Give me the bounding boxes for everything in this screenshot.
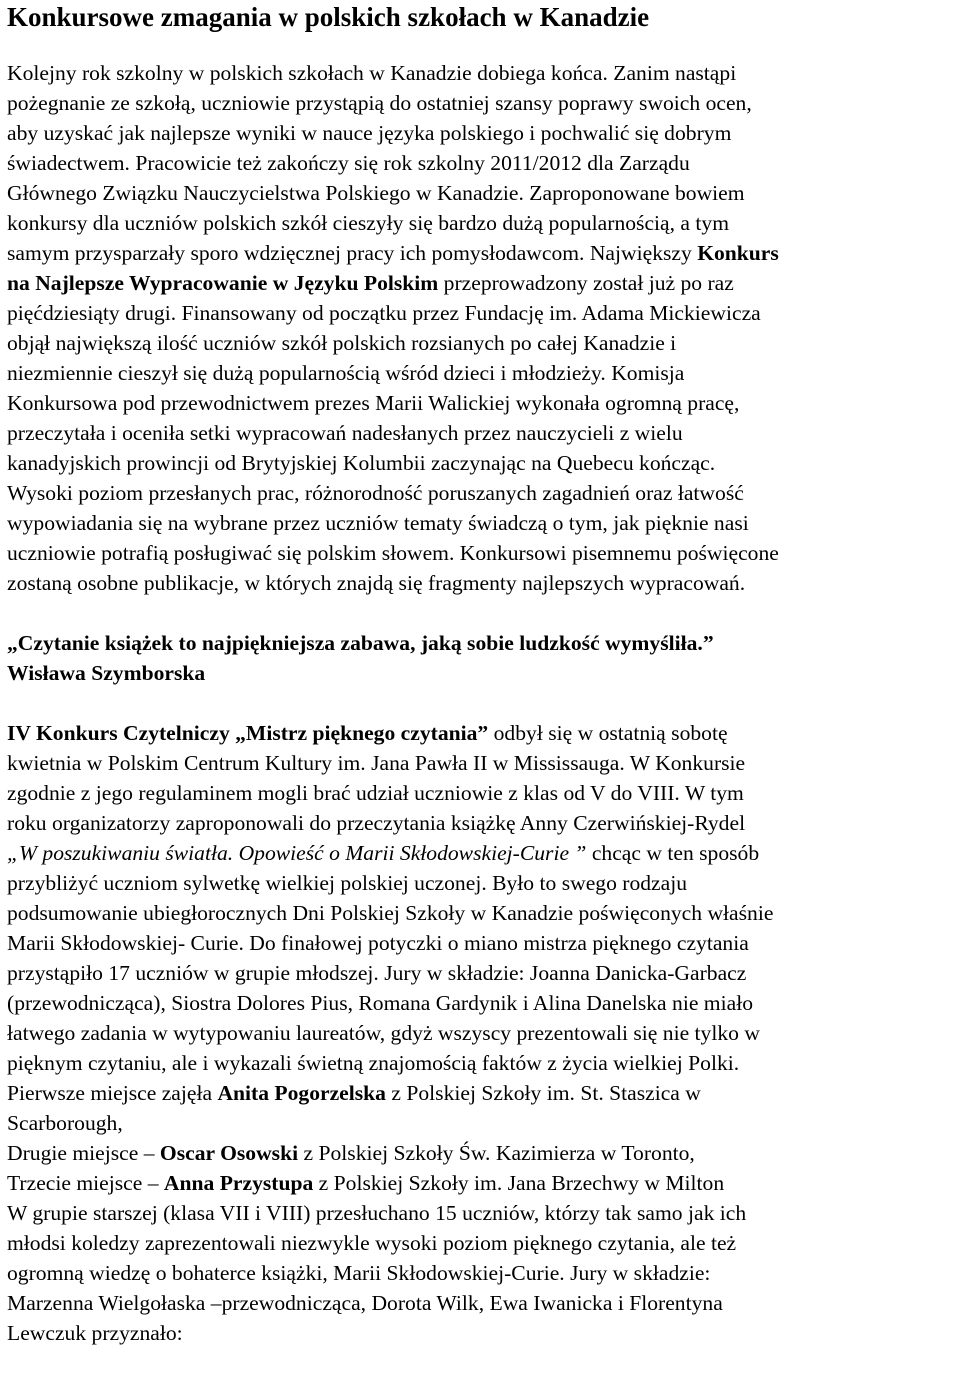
text-run: chcąc w ten sposób bbox=[586, 841, 760, 865]
text-run: pięknym czytaniu, ale i wykazali świetną znajomością faktów z życia wielkiej Polki. bbox=[7, 1051, 740, 1075]
bold-run: Anna Przystupa bbox=[163, 1171, 314, 1195]
text-line bbox=[7, 1258, 956, 1288]
text-run: przystąpiło 17 uczniów w grupie młodszej. Jury w składzie: Joanna Danicka-Garbacz bbox=[7, 961, 747, 985]
contest-paragraph bbox=[7, 718, 956, 1348]
text-run: roku organizatorzy zaproponowali do przeczytania książkę Anny Czerwińskiej-Rydel bbox=[7, 811, 746, 835]
bold-run: IV Konkurs Czytelniczy „Mistrz pięknego czytania” bbox=[7, 721, 489, 745]
text-run: objął największą ilość uczniów szkół polskich rozsianych po całej Kanadzie i bbox=[7, 331, 677, 355]
bold-run: Oscar Osowski bbox=[159, 1141, 299, 1165]
text-line bbox=[7, 1078, 956, 1108]
quote-text: „Czytanie książek to najpiękniejsza zabawa, jaką sobie ludzkość wymyśliła.” bbox=[7, 631, 714, 655]
text-line bbox=[7, 778, 956, 808]
text-line bbox=[7, 538, 956, 568]
text-line bbox=[7, 898, 956, 928]
text-run: Kolejny rok szkolny w polskich szkołach w Kanadzie dobiega końca. Zanim nastąpi bbox=[7, 61, 737, 85]
text-run: pięćdziesiąty drugi. Finansowany od początku przez Fundację im. Adama Mickiewicza bbox=[7, 301, 761, 325]
text-run: Lewczuk przyznało: bbox=[7, 1321, 183, 1345]
text-run: Drugie miejsce – bbox=[7, 1141, 160, 1165]
text-run: Wysoki poziom przesłanych prac, różnorodność poruszanych zagadnień oraz łatwość bbox=[7, 481, 744, 505]
text-run: łatwego zadania w wytypowaniu laureatów, gdyż wszyscy prezentowali się nie tylko w bbox=[7, 1021, 760, 1045]
text-line bbox=[7, 988, 956, 1018]
text-run: z Polskiej Szkoły im. Jana Brzechwy w Milton bbox=[313, 1171, 725, 1195]
text-line bbox=[7, 238, 956, 268]
bold-run: Anita Pogorzelska bbox=[217, 1081, 386, 1105]
text-line bbox=[7, 418, 956, 448]
text-line bbox=[7, 1168, 956, 1198]
text-line bbox=[7, 58, 956, 88]
text-line bbox=[7, 148, 956, 178]
text-line bbox=[7, 118, 956, 148]
intro-paragraph bbox=[7, 58, 956, 598]
text-run: kwietnia w Polskim Centrum Kultury im. Jana Pawła II w Mississauga. W Konkursie bbox=[7, 751, 746, 775]
text-run: Trzecie miejsce – bbox=[7, 1171, 164, 1195]
text-run: wypowiadania się na wybrane przez uczniów tematy świadczą o tym, jak pięknie nasi bbox=[7, 511, 749, 535]
text-line bbox=[7, 208, 956, 238]
text-line bbox=[7, 868, 956, 898]
bold-run: Konkurs bbox=[697, 241, 779, 265]
text-line bbox=[7, 478, 956, 508]
text-run: zostaną osobne publikacje, w których znajdą się fragmenty najlepszych wypracowań. bbox=[7, 571, 746, 595]
text-run: przybliżyć uczniom sylwetkę wielkiej polskiej uczonej. Było to swego rodzaju bbox=[7, 871, 688, 895]
quote-author: Wisława Szymborska bbox=[7, 661, 206, 685]
text-run: z Polskiej Szkoły im. St. Staszica w bbox=[385, 1081, 701, 1105]
text-line bbox=[7, 808, 956, 838]
text-line bbox=[7, 328, 956, 358]
article-title: Konkursowe zmagania w polskich szkołach w Kanadzie bbox=[7, 2, 650, 32]
text-run: Marii Skłodowskiej- Curie. Do finałowej potyczki o miano mistrza pięknego czytania bbox=[7, 931, 749, 955]
text-line bbox=[7, 358, 956, 388]
text-run: samym przysparzały sporo wdzięcznej pracy ich pomysłodawcom. Największy bbox=[7, 241, 698, 265]
text-line bbox=[7, 1138, 956, 1168]
text-run: uczniowie potrafią posługiwać się polskim słowem. Konkursowi pisemnemu poświęcone bbox=[7, 541, 779, 565]
text-line bbox=[7, 1228, 956, 1258]
text-run: kanadyjskich prowincji od Brytyjskiej Kolumbii zaczynając na Quebecu kończąc. bbox=[7, 451, 716, 475]
text-run: podsumowanie ubiegłorocznych Dni Polskiej Szkoły w Kanadzie poświęconych właśnie bbox=[7, 901, 774, 925]
text-line bbox=[7, 958, 956, 988]
text-run: przeprowadzony został już po raz bbox=[438, 271, 734, 295]
text-run: odbył się w ostatnią sobotę bbox=[488, 721, 728, 745]
text-run: świadectwem. Pracowicie też zakończy się rok szkolny 2011/2012 dla Zarządu bbox=[7, 151, 690, 175]
text-line bbox=[7, 178, 956, 208]
text-line bbox=[7, 88, 956, 118]
bold-run: na Najlepsze Wypracowanie w Języku Polskim bbox=[7, 271, 439, 295]
text-run: konkursy dla uczniów polskich szkół cieszyły się bardzo dużą popularnością, a tym bbox=[7, 211, 729, 235]
text-run: (przewodnicząca), Siostra Dolores Pius, Romana Gardynik i Alina Danelska nie miało bbox=[7, 991, 753, 1015]
quote-block bbox=[7, 628, 956, 688]
text-run: aby uzyskać jak najlepsze wyniki w nauce języka polskiego i pochwalić się dobrym bbox=[7, 121, 732, 145]
italic-run: „W poszukiwaniu światła. Opowieść o Marii Skłodowskiej-Curie ” bbox=[7, 841, 587, 865]
text-line bbox=[7, 268, 956, 298]
text-run: zgodnie z jego regulaminem mogli brać udział uczniowie z klas od V do VIII. W tym bbox=[7, 781, 744, 805]
text-line bbox=[7, 1288, 956, 1318]
text-run: z Polskiej Szkoły Św. Kazimierza w Toronto, bbox=[298, 1141, 695, 1165]
text-line bbox=[7, 298, 956, 328]
text-run: niezmiennie cieszył się dużą popularnością wśród dzieci i młodzieży. Komisja bbox=[7, 361, 685, 385]
text-line bbox=[7, 508, 956, 538]
text-line bbox=[7, 718, 956, 748]
text-line bbox=[7, 1048, 956, 1078]
text-run: Konkursowa pod przewodnictwem prezes Marii Walickiej wykonała ogromną pracę, bbox=[7, 391, 740, 415]
text-run: młodsi koledzy zaprezentowali niezwykle wysoki poziom pięknego czytania, ale też bbox=[7, 1231, 737, 1255]
text-line bbox=[7, 568, 956, 598]
text-line bbox=[7, 1318, 956, 1348]
text-run: W grupie starszej (klasa VII i VIII) przesłuchano 15 uczniów, którzy tak samo jak ich bbox=[7, 1201, 747, 1225]
text-line bbox=[7, 748, 956, 778]
text-line bbox=[7, 838, 956, 868]
text-run: Marzenna Wielgołaska –przewodnicząca, Dorota Wilk, Ewa Iwanicka i Florentyna bbox=[7, 1291, 723, 1315]
text-line bbox=[7, 1018, 956, 1048]
text-run: Scarborough, bbox=[7, 1111, 123, 1135]
text-line bbox=[7, 928, 956, 958]
text-line bbox=[7, 1198, 956, 1228]
text-run: Głównego Związku Nauczycielstwa Polskiego w Kanadzie. Zaproponowane bowiem bbox=[7, 181, 745, 205]
text-run: ogromną wiedzę o bohaterce książki, Marii Skłodowskiej-Curie. Jury w składzie: bbox=[7, 1261, 711, 1285]
text-line bbox=[7, 448, 956, 478]
text-run: pożegnanie ze szkołą, uczniowie przystąpią do ostatniej szansy poprawy swoich ocen, bbox=[7, 91, 752, 115]
text-line bbox=[7, 388, 956, 418]
text-run: przeczytała i oceniła setki wypracowań nadesłanych przez nauczycieli z wielu bbox=[7, 421, 683, 445]
text-line bbox=[7, 1108, 956, 1138]
text-run: Pierwsze miejsce zajęła bbox=[7, 1081, 218, 1105]
